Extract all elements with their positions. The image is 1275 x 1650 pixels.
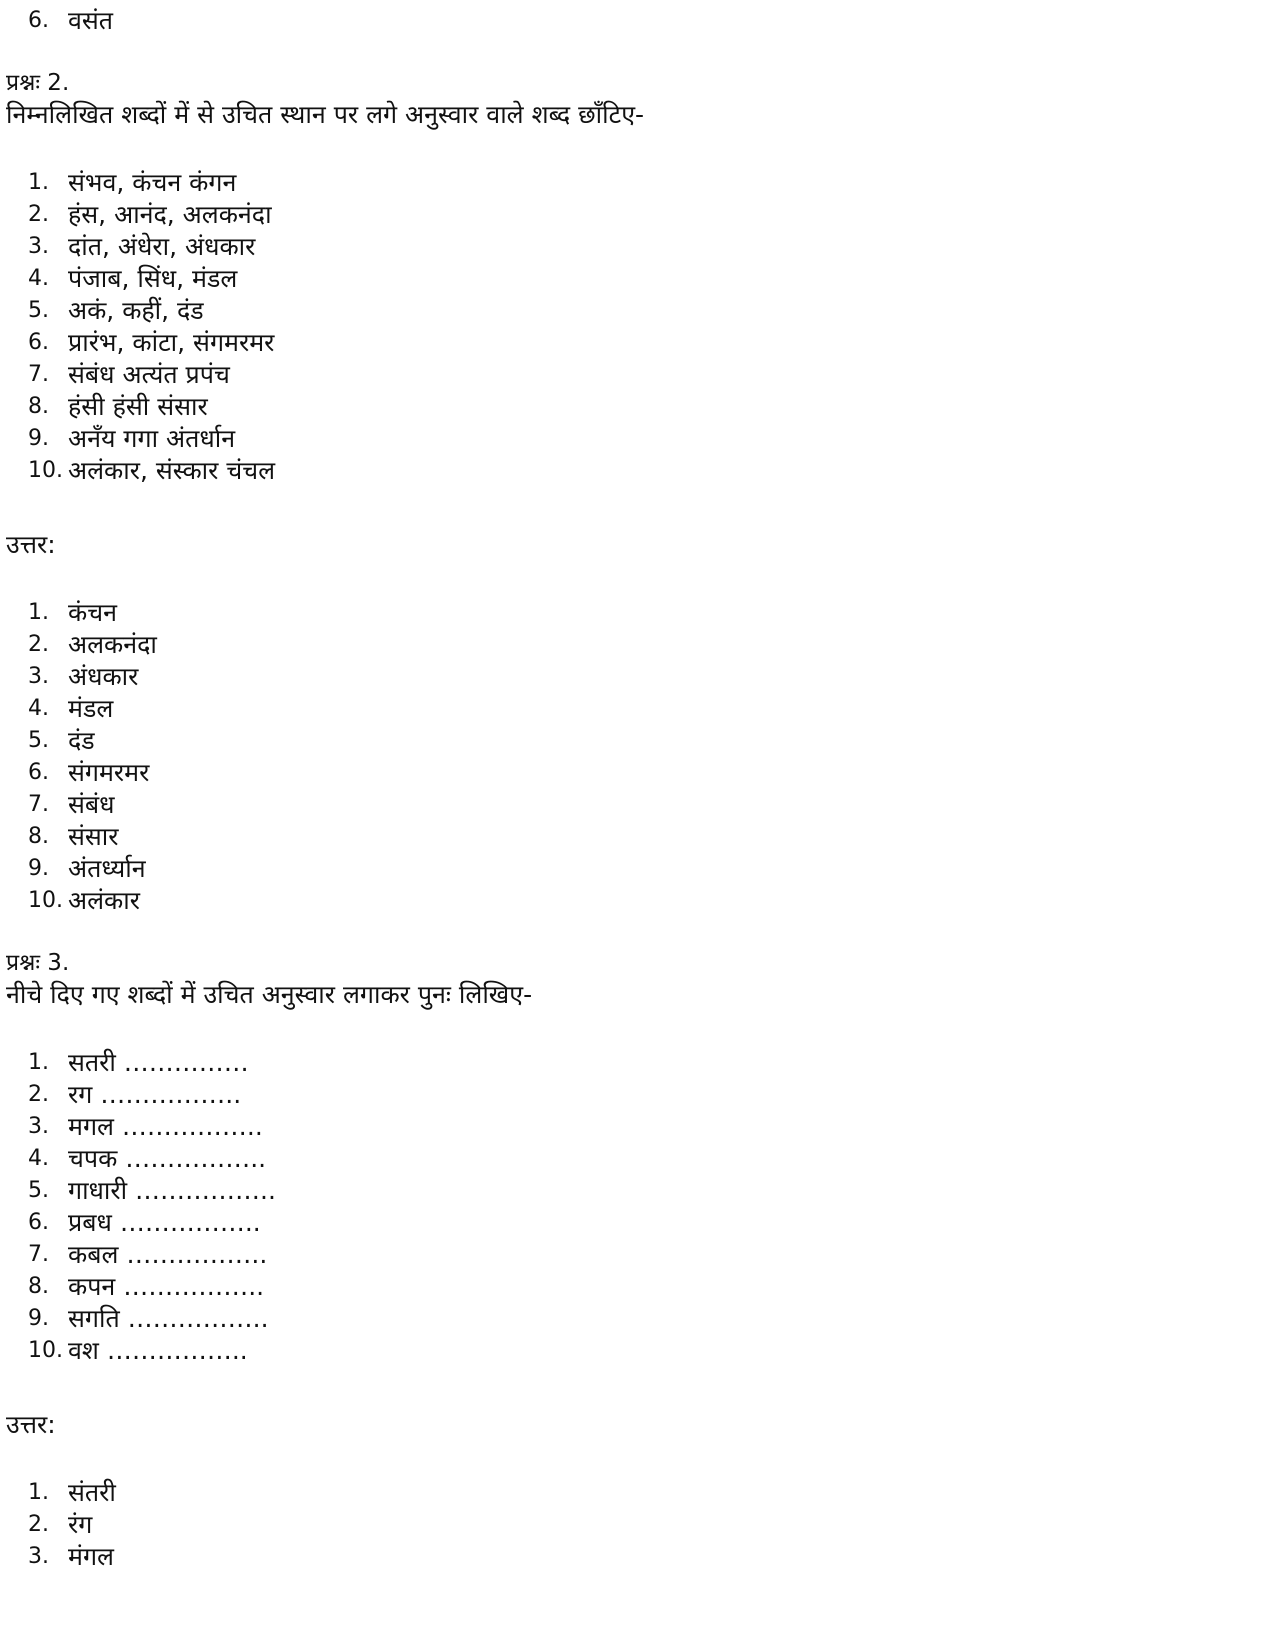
list-text: संभव, कंचन कंगन: [68, 168, 237, 197]
list-number: 6.: [28, 8, 49, 33]
list-text: संबंध अत्यंत प्रपंच: [68, 360, 230, 389]
list-text: संगमरमर: [68, 758, 150, 787]
list-number: 5.: [28, 1178, 49, 1203]
list-number: 6.: [28, 760, 49, 785]
list-number: 8.: [28, 394, 49, 419]
list-text: वश ……………..: [68, 1336, 248, 1365]
list-number: 9.: [28, 1306, 49, 1331]
list-text: प्रारंभ, कांटा, संगमरमर: [68, 328, 275, 357]
list-number: 7.: [28, 362, 49, 387]
list-text: अकं, कहीं, दंड: [68, 296, 204, 325]
list-text: रंग: [68, 1510, 93, 1539]
list-text: अनँय गगा अंतर्धान: [68, 424, 236, 453]
list-number: 1.: [28, 1480, 49, 1505]
list-number: 2.: [28, 1082, 49, 1107]
list-text: संबंध: [68, 790, 115, 819]
list-number: 9.: [28, 856, 49, 881]
question-2-instruction: निम्नलिखित शब्दों में से उचित स्थान पर लगे अनुस्वार वाले शब्द छाँटिए-: [6, 100, 645, 129]
list-text: अलंकार: [68, 886, 140, 915]
list-number: 2.: [28, 632, 49, 657]
list-number: 6.: [28, 330, 49, 355]
list-number: 3.: [28, 1114, 49, 1139]
list-text: अंधकार: [68, 662, 139, 691]
list-text: कंचन: [68, 598, 117, 627]
list-text: संसार: [68, 822, 119, 851]
question-3-instruction: नीचे दिए गए शब्दों में उचित अनुस्वार लगाकर पुनः लिखिए-: [6, 980, 533, 1009]
list-text: संतरी: [68, 1478, 116, 1507]
list-number: 3.: [28, 234, 49, 259]
list-number: 2.: [28, 202, 49, 227]
list-number: 10.: [28, 458, 63, 483]
list-number: 4.: [28, 696, 49, 721]
list-text: सगति ……………..: [68, 1304, 269, 1333]
list-number: 9.: [28, 426, 49, 451]
list-number: 7.: [28, 792, 49, 817]
list-text: वसंत: [68, 6, 114, 35]
list-number: 2.: [28, 1512, 49, 1537]
list-number: 8.: [28, 824, 49, 849]
list-text: चपक ……………..: [68, 1144, 267, 1173]
list-text: पंजाब, सिंध, मंडल: [68, 264, 238, 293]
list-number: 1.: [28, 1050, 49, 1075]
list-text: कपन ……………..: [68, 1272, 265, 1301]
answer-label: उत्तर:: [6, 530, 56, 559]
list-text: दंड: [68, 726, 95, 755]
list-text: मंगल: [68, 1542, 114, 1571]
list-number: 3.: [28, 1544, 49, 1569]
list-text: प्रबध ……………..: [68, 1208, 261, 1237]
list-text: मंडल: [68, 694, 114, 723]
list-text: गाधारी ……………..: [68, 1176, 276, 1205]
list-number: 3.: [28, 664, 49, 689]
list-number: 4.: [28, 1146, 49, 1171]
list-text: अलंकार, संस्कार चंचल: [68, 456, 276, 485]
question-2-heading: प्रश्नः 2.: [6, 70, 70, 96]
list-number: 8.: [28, 1274, 49, 1299]
list-text: दांत, अंधेरा, अंधकार: [68, 232, 256, 261]
list-text: अंतर्ध्यान: [68, 854, 146, 883]
list-text: मगल ……………..: [68, 1112, 263, 1141]
list-text: रग ……………..: [68, 1080, 242, 1109]
list-text: कबल ……………..: [68, 1240, 268, 1269]
list-text: अलकनंदा: [68, 630, 157, 659]
list-number: 1.: [28, 170, 49, 195]
list-number: 6.: [28, 1210, 49, 1235]
list-number: 5.: [28, 728, 49, 753]
list-number: 4.: [28, 266, 49, 291]
answer-label: उत्तर:: [6, 1410, 56, 1439]
list-number: 7.: [28, 1242, 49, 1267]
question-3-heading: प्रश्नः 3.: [6, 950, 70, 976]
list-number: 10.: [28, 1338, 63, 1363]
list-text: हंस, आनंद, अलकनंदा: [68, 200, 272, 229]
list-text: सतरी ……………: [68, 1048, 249, 1077]
list-text: हंसी हंसी संसार: [68, 392, 208, 421]
list-number: 5.: [28, 298, 49, 323]
list-number: 10.: [28, 888, 63, 913]
list-number: 1.: [28, 600, 49, 625]
